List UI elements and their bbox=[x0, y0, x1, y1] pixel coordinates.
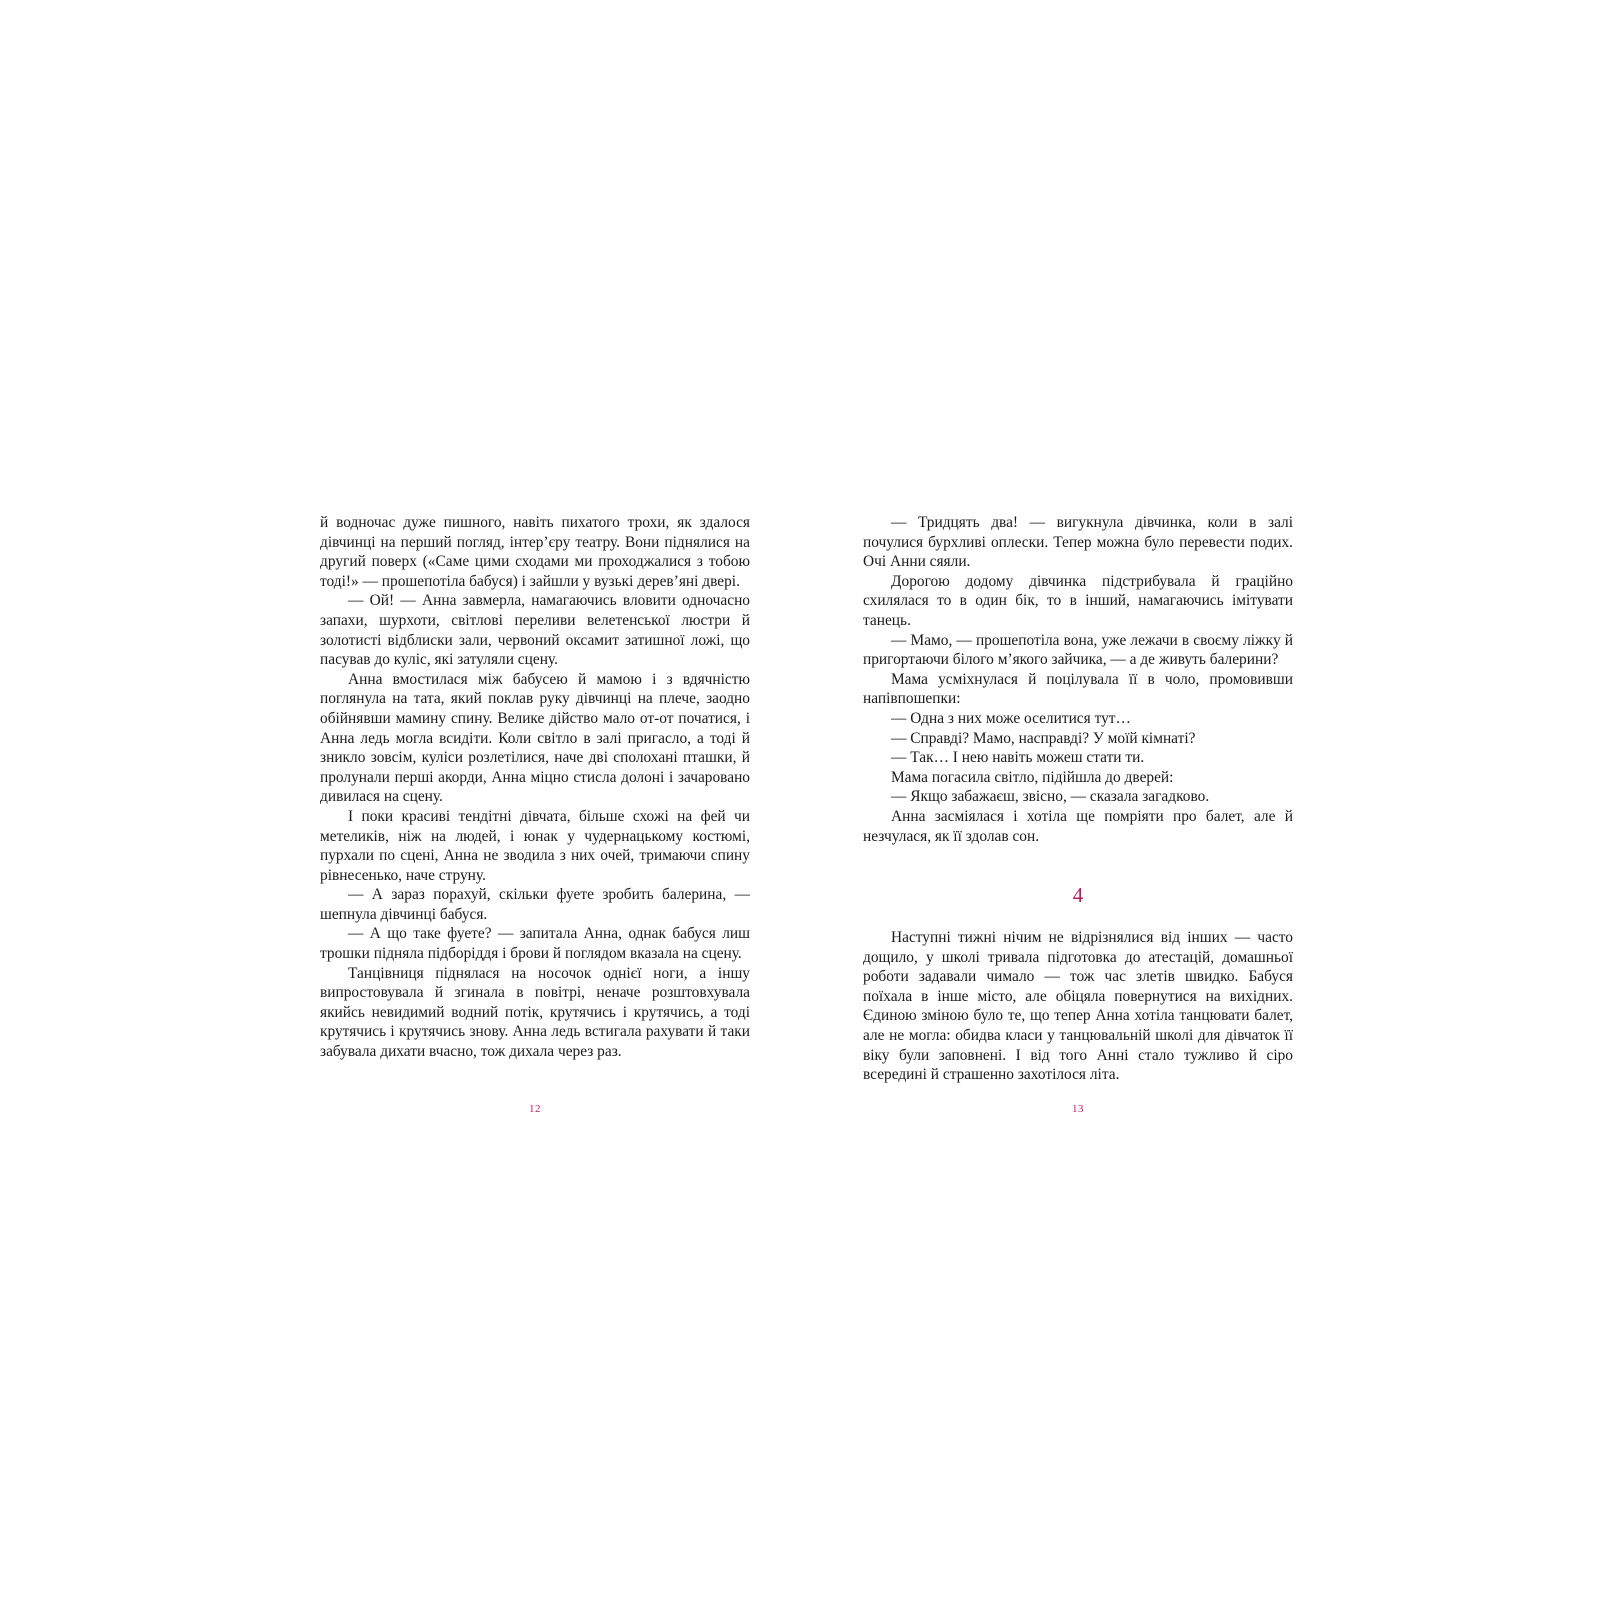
page-number-left: 12 bbox=[529, 1103, 541, 1115]
paragraph: — Так… І нею навіть можеш стати ти. bbox=[891, 749, 1145, 767]
paragraph: — Тридцять два! — вигукнула дівчинка, коли в залі почулися бурхливі оплески. Тепер можна було перевести подих. Очі Анни сяяли. bbox=[863, 514, 1293, 571]
paragraph: Мама усміхнулася й поцілувала її в чоло, промовивши напівпошепки: bbox=[863, 670, 1293, 708]
left-page bbox=[320, 513, 750, 1062]
paragraph: й водночас дуже пишного, навіть пихатого трохи, як здалося дівчинці на перший погляд, інтер’єру театру. Вони піднялися на другий поверх («Саме цими сходами ми проходжалися з тобою тоді!» — прошепотіла бабуся) і зайшли у вузькі дерев’яні двері. bbox=[320, 514, 750, 590]
chapter-number: 4 bbox=[1072, 883, 1084, 908]
paragraph: Наступні тижні нічим не відрізнялися від інших — часто дощило, у школі тривала підготовка до атестацій, домашньої роботи задавали чимало — тож час злетів швидко. Бабуся поїхала в інше місто, але обіцяла повернутися на вихідних. Єдиною зміною було те, що тепер Анна хотіла танцювати балет, але не могла: обидва класи у танцювальній школі для дівчаток її віку були заповнені. І від того Анні стало тужливо й сіро всередині й страшенно захотілося літа. bbox=[863, 929, 1293, 1084]
paragraph: Дорогою додому дівчинка підстрибувала й граційно схилялася то в один бік, то в інший, намагаючись імітувати танець. bbox=[863, 572, 1293, 629]
paragraph: — Одна з них може оселитися тут… bbox=[891, 709, 1131, 727]
paragraph: — А що таке фуете? — запитала Анна, однак бабуся лиш трошки підняла підборіддя і брови й поглядом вказала на сцену. bbox=[320, 925, 750, 963]
paragraph: Танцівниця піднялася на носочок однієї ноги, а іншу випростовувала й згинала в повітрі, неначе розштовхувала якийсь невидимий водний потік, крутячись і крутячись, а тоді крутячись і крутячись знову. Анна ледь встигала рахувати й таки забувала дихати вчасно, тож дихала через раз. bbox=[320, 964, 750, 1061]
paragraph: — Справді? Мамо, насправді? У моїй кімнаті? bbox=[891, 729, 1196, 747]
paragraph: Анна засміялася і хотіла ще помріяти про балет, але й незчулася, як її здолав сон. bbox=[863, 807, 1293, 845]
paragraph: Мама погасила світло, підійшла до дверей: bbox=[891, 768, 1174, 786]
paragraph: — Якщо забажаєш, звісно, — сказала загадково. bbox=[891, 788, 1210, 806]
right-page bbox=[863, 513, 1293, 1085]
paragraph: — Ой! — Анна завмерла, намагаючись вловити одночасно запахи, шурхоти, світлові переливи велетенської люстри й золотисті відблиски зали, червоний оксамит затишної ложі, що пасував до куліс, які затуляли сцену. bbox=[320, 592, 750, 669]
paragraph: І поки красиві тендітні дівчата, більше схожі на фей чи метеликів, ніж на людей, і юнак у чудернацькому костюмі, пурхали по сцені, Анна не зводила з них очей, тримаючи спину рівнесенько, наче струну. bbox=[320, 807, 750, 884]
right-page-text bbox=[863, 513, 1293, 1085]
left-page-text bbox=[320, 513, 750, 1062]
paragraph: Анна вмостилася між бабусею й мамою і з вдячністю поглянула на тата, який поклав руку дівчинці на плече, заодно обійнявши мамину спину. Велике дійство мало от-от початися, і Анна ледь могла всидіти. Коли світло в залі пригасло, а тоді й зникло зовсім, куліси розлетілися, наче дві сполохані пташки, й пролунали перші акорди, Анна міцно стисла долоні і зачаровано дивилася на сцену. bbox=[320, 670, 750, 806]
paragraph: — А зараз порахуй, скільки фуете зробить балерина, — шепнула дівчинці бабуся. bbox=[320, 886, 750, 923]
paragraph: — Мамо, — прошепотіла вона, уже лежачи в своєму ліжку й пригортаючи білого м’якого зайчика, — а де живуть балерини? bbox=[863, 631, 1293, 669]
page-number-right: 13 bbox=[1072, 1103, 1084, 1115]
